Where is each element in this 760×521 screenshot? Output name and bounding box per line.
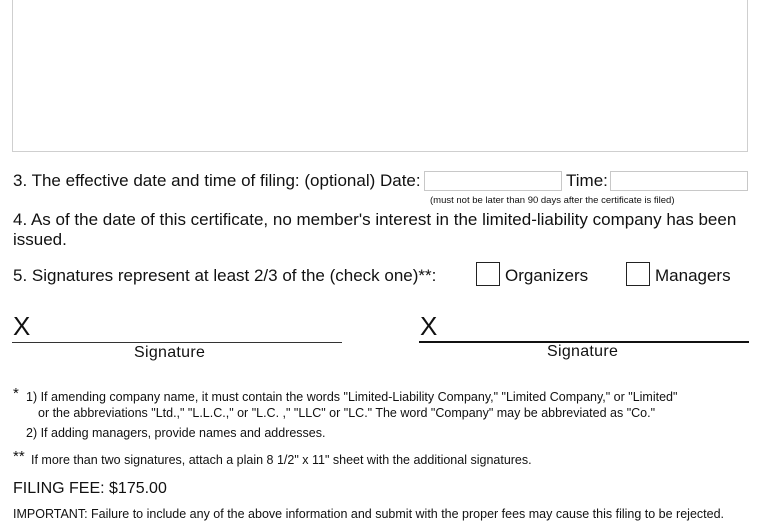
managers-checkbox[interactable] bbox=[626, 262, 650, 286]
time-label: Time: bbox=[566, 171, 608, 190]
signature-1-line[interactable] bbox=[12, 342, 342, 343]
footnote-star1-line2: or the abbreviations "Ltd.," "L.L.C.," or "L.C. ," "LLC" or "LC." The word "Company" may be abbreviated as "Co." bbox=[38, 406, 656, 420]
managers-label: Managers bbox=[655, 266, 731, 285]
footnote-star1-item2: 2) If adding managers, provide names and addresses. bbox=[26, 426, 326, 440]
important-notice: IMPORTANT: Failure to include any of the above information and submit with the proper fees may cause this filing to be rejected. bbox=[13, 507, 725, 521]
signature-2-mark: X bbox=[420, 311, 438, 341]
item4-line2: issued. bbox=[13, 230, 67, 249]
footnote-star1-symbol: * bbox=[13, 385, 19, 402]
date-input[interactable] bbox=[424, 171, 562, 191]
date-note: (must not be later than 90 days after the certificate is filed) bbox=[430, 195, 675, 206]
organizers-label: Organizers bbox=[505, 266, 589, 285]
item4-line1: 4. As of the date of this certificate, no member's interest in the limited-liability company has been bbox=[13, 210, 737, 229]
signature-1-mark: X bbox=[13, 311, 31, 341]
time-input[interactable] bbox=[610, 171, 748, 191]
filing-fee: FILING FEE: $175.00 bbox=[13, 480, 167, 497]
signature-1-label: Signature bbox=[134, 344, 206, 361]
footnote-star1-line1: 1) If amending company name, it must contain the words "Limited-Liability Company," "Limited Company," or "Limited" bbox=[26, 390, 678, 404]
organizers-checkbox[interactable] bbox=[476, 262, 500, 286]
item5-text: 5. Signatures represent at least 2/3 of the (check one)**: bbox=[13, 266, 437, 285]
item3-text: 3. The effective date and time of filing: (optional) Date: bbox=[13, 171, 421, 190]
footnote-star2-text: If more than two signatures, attach a plain 8 1/2" x 11" sheet with the additional signatures. bbox=[31, 453, 532, 467]
purpose-text-area[interactable] bbox=[12, 0, 748, 152]
signature-2-label: Signature bbox=[547, 343, 619, 360]
footnote-star2-symbol: ** bbox=[13, 448, 25, 465]
